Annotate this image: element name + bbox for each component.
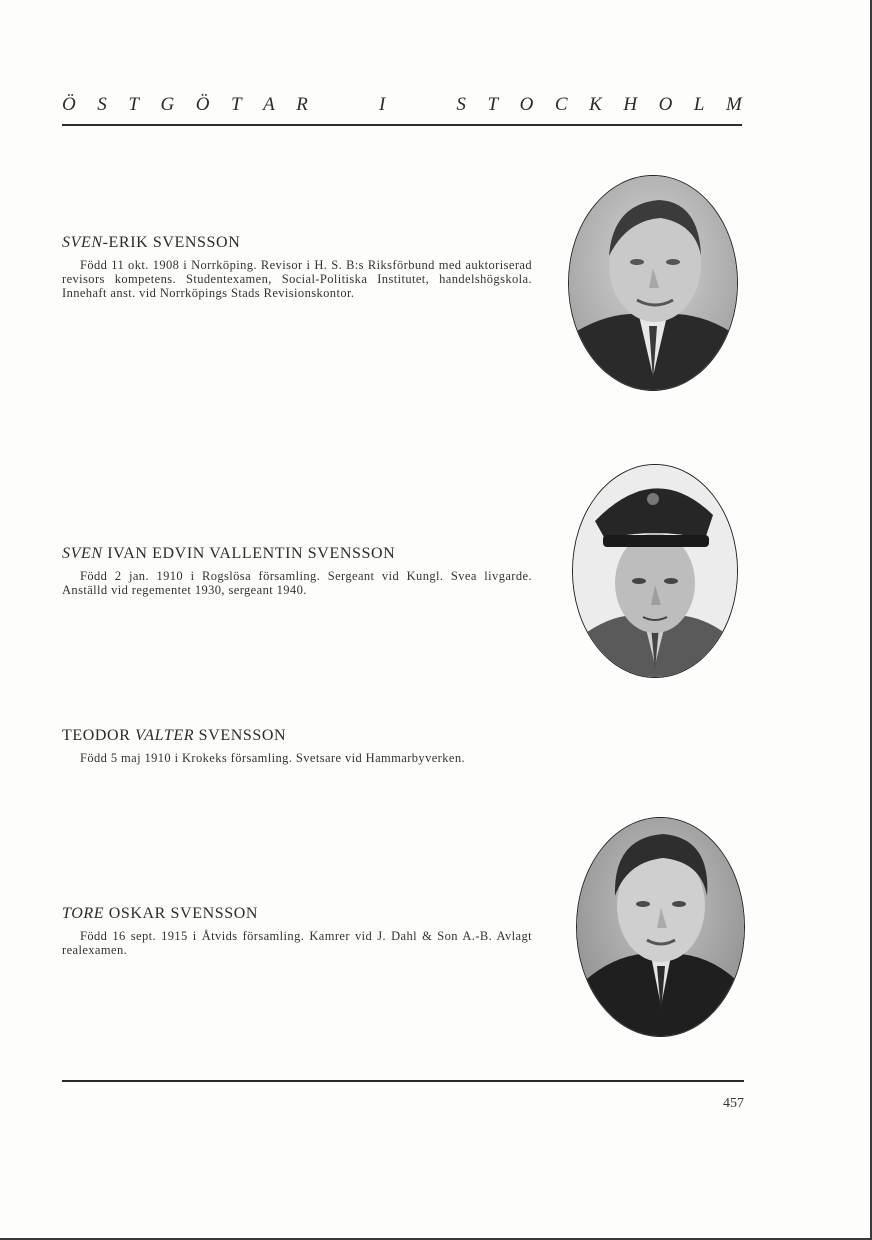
entry-name [62,905,532,923]
running-head-letter: M [726,94,742,115]
running-head-letter: T [231,94,242,115]
portrait-photo [576,817,745,1037]
running-head-letter: O [519,94,534,115]
running-head-letter: A [263,94,275,115]
running-head-gap [407,94,435,116]
running-head-letter: R [296,94,308,115]
entry-name [62,545,532,563]
entry-bio: Född 11 okt. 1908 i Norrköping. Revisor i H. S. B:s Riksförbund med auktoriserad revisors kompetens. Studentexamen, Social-Politiska Institutet, handelshögskola. Innehaft anst. vid Norrköpings Stads Revisionskontor. [62,258,532,300]
entry-teodor-valter-svensson [62,727,532,765]
running-head-letter: K [589,94,602,115]
running-head-letter: G [160,94,175,115]
page-number: 457 [723,1096,744,1111]
running-head-letter: I [379,94,386,115]
running-head-letter: L [693,94,705,115]
entry-name [62,727,532,745]
portrait-image [577,818,744,1036]
running-head-letter: Ö [195,94,210,115]
entry-sven-ivan-edvin-vallentin-svensson [62,545,532,597]
running-head-letter: T [487,94,499,115]
portrait-image [569,176,737,390]
entry-name-rest: -ERIK SVENSSON [102,234,241,251]
entry-name-italic: VALTER [135,727,195,744]
entry-bio: Född 16 sept. 1915 i Åtvids församling. Kamrer vid J. Dahl & Son A.-B. Avlagt realexamen. [62,929,532,957]
footer-rule [62,1080,744,1082]
running-head [62,94,742,116]
portrait-image [573,465,737,677]
entry-bio: Född 5 maj 1910 i Krokeks församling. Svetsare vid Hammarbyverken. [80,751,466,765]
running-head-letter: C [554,94,568,115]
entry-name [62,234,532,252]
portrait-photo [568,175,738,391]
entry-name-rest: OSKAR SVENSSON [104,905,259,922]
running-head-gap [329,94,357,116]
running-head-letter: T [128,94,139,115]
entry-sven-erik-svensson [62,234,532,300]
portrait-photo [572,464,738,678]
header-rule [62,124,742,126]
running-head-letter: O [658,94,673,115]
entry-bio: Född 2 jan. 1910 i Rogslösa församling. Sergeant vid Kungl. Svea livgarde. Anställd vid regementet 1930, sergeant 1940. [62,569,532,597]
entry-name-italic: SVEN [62,234,103,251]
entry-name-rest: SVENSSON [194,727,287,744]
entry-name-prefix: TEODOR [62,727,136,744]
running-head-letter: Ö [62,94,76,115]
entry-tore-oskar-svensson [62,905,532,957]
running-head-letter: H [623,94,638,115]
entry-name-italic: TORE [62,905,105,922]
running-head-letter: S [97,94,107,115]
entry-name-italic: SVEN [62,545,103,562]
running-head-letter: S [456,94,466,115]
entry-name-rest: IVAN EDVIN VALLENTIN SVENSSON [102,545,396,562]
